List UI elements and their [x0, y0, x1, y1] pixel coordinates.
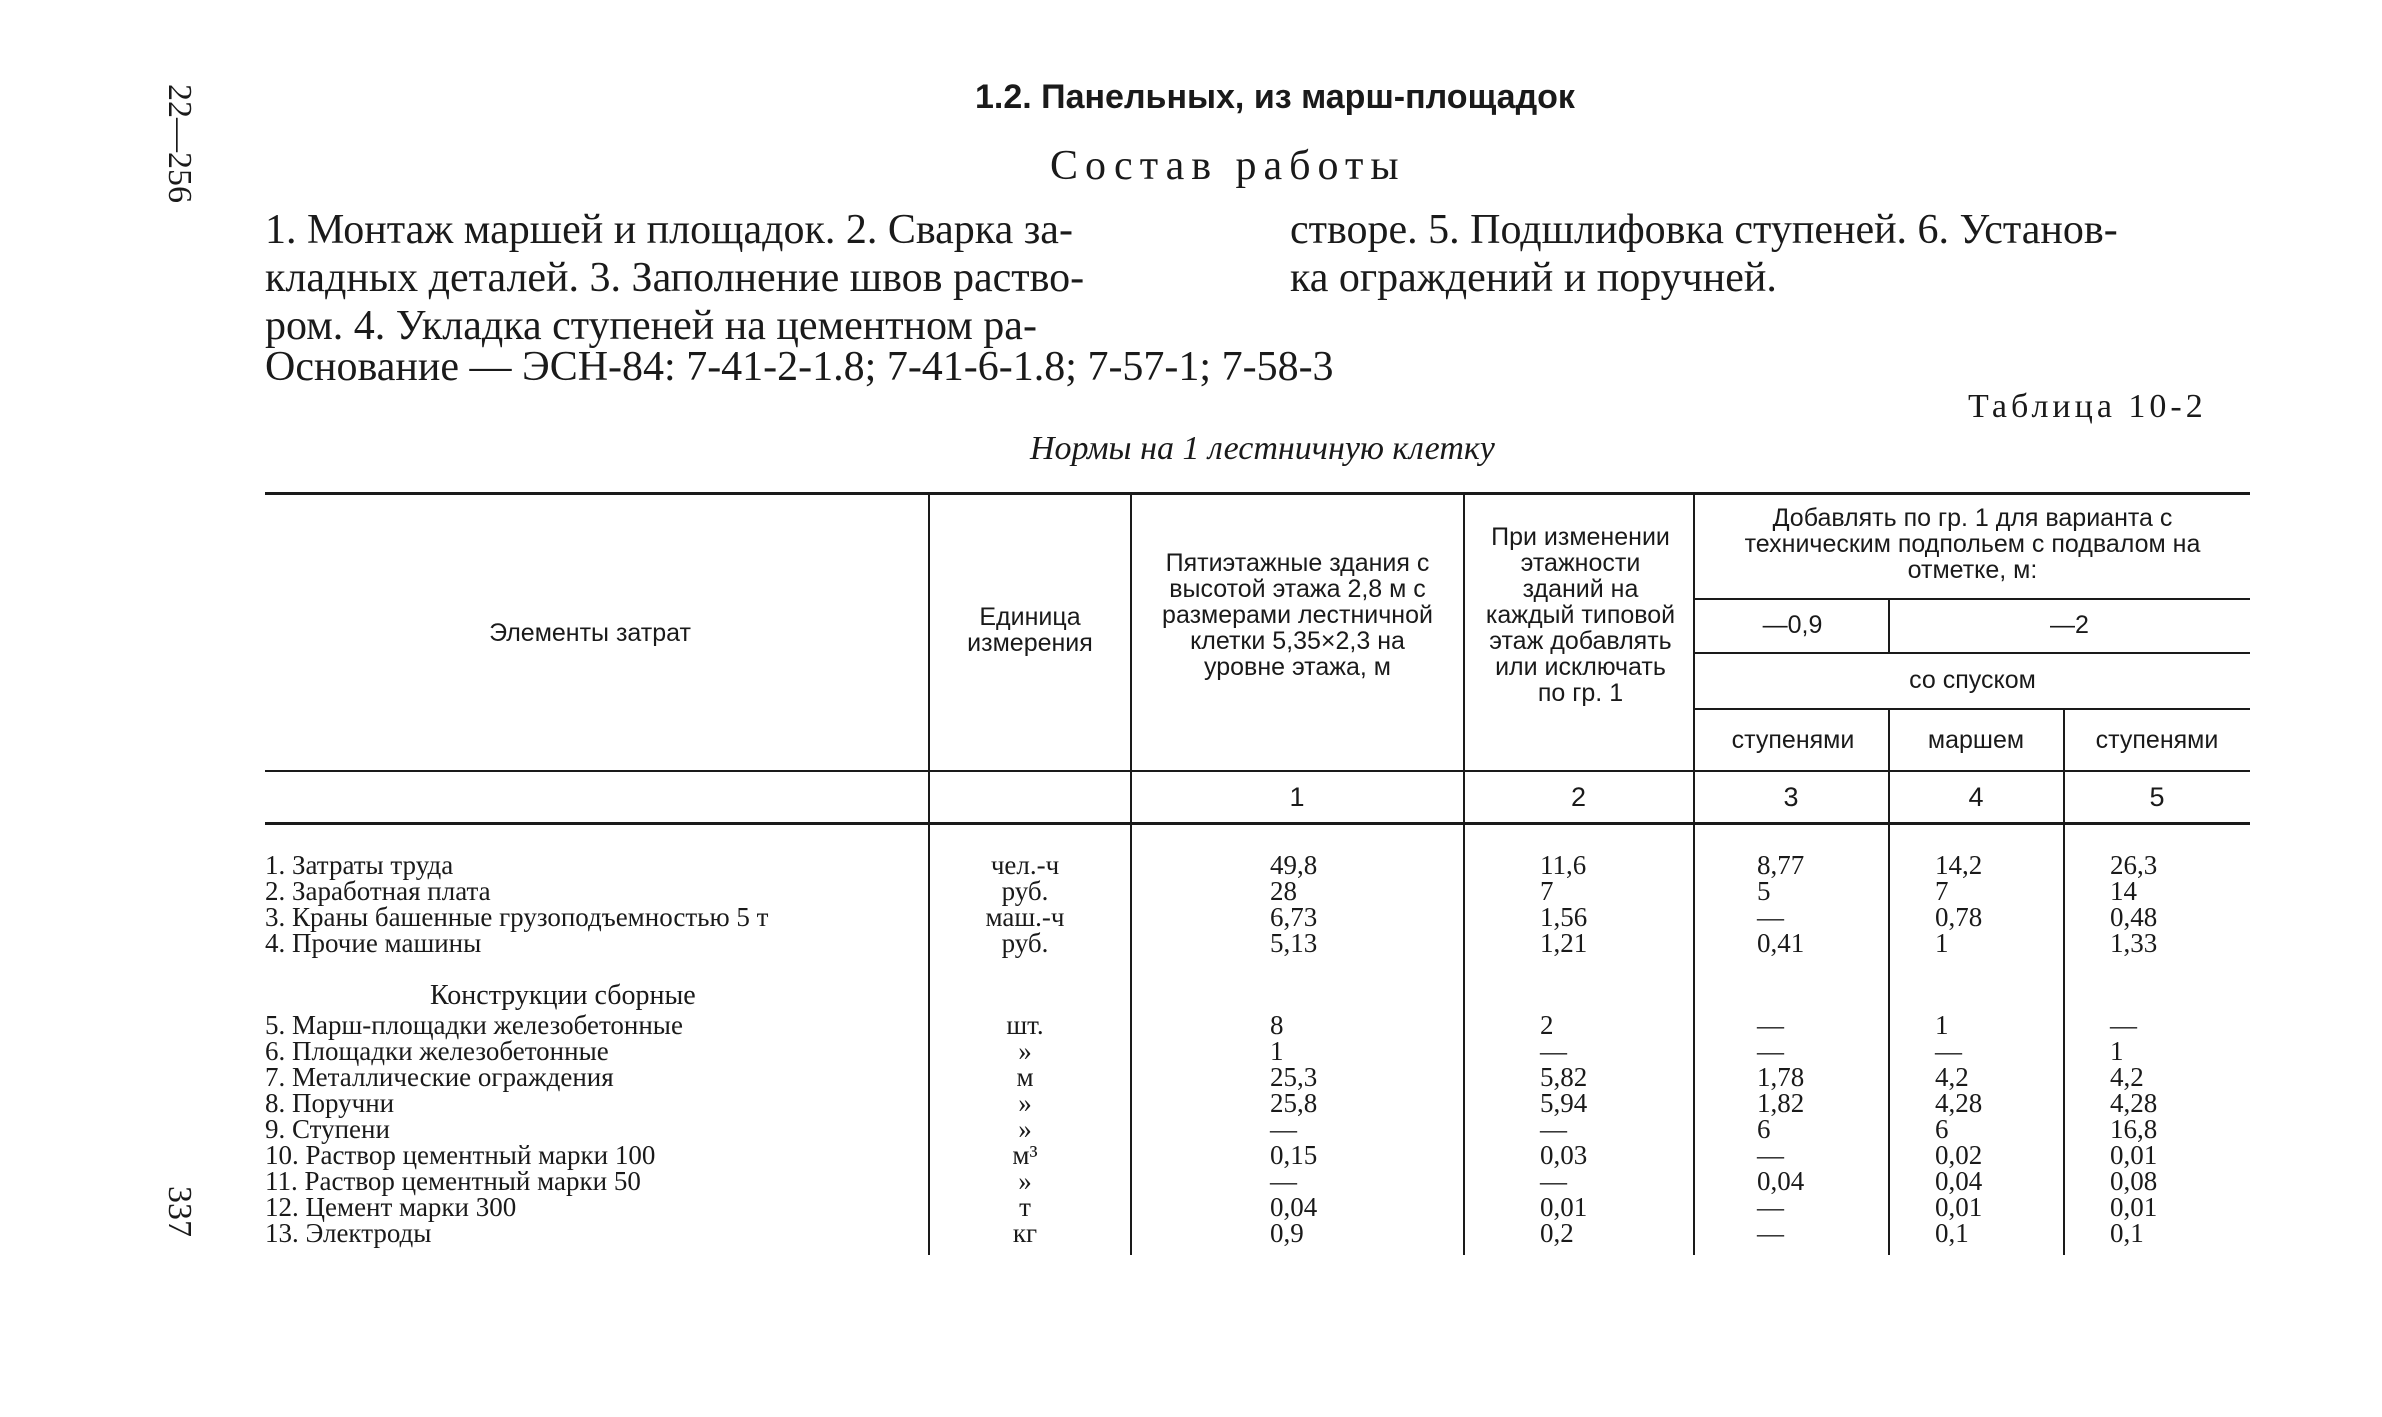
row-col1: 1 — [1270, 1036, 1284, 1066]
header-add: Добавлять по гр. 1 для варианта с техническим подпольем с подвалом на отметке, м: — [1744, 504, 2201, 584]
row-col2: 11,6 — [1540, 850, 1587, 880]
row-col2: 2 — [1540, 1010, 1554, 1040]
row-unit: » — [1018, 1036, 1032, 1066]
row-label: 2. Заработная плата — [265, 876, 491, 906]
row-unit: шт. — [1006, 1010, 1044, 1040]
header-col2: При изменении этажности зданий на каждый типовой этаж добавлять или исключать по гр. 1 — [1485, 523, 1676, 707]
row-unit: » — [1018, 1088, 1032, 1118]
row-col1: — — [1270, 1166, 1297, 1196]
header-unit: Единица измерения — [967, 603, 1093, 657]
row-label: 8. Поручни — [265, 1088, 395, 1118]
row-col4: 4,28 — [1935, 1088, 1983, 1118]
work-text-left: 1. Монтаж маршей и площадок. 2. Сварка за- кладных деталей. 3. Заполнение швов раство- ром. 4. Укладка ступеней на цементном ра- — [265, 207, 1085, 349]
margin-page-code: 22—256 — [161, 84, 198, 203]
column-number-2: 2 — [1570, 782, 1587, 812]
row-col2: 0,2 — [1540, 1218, 1574, 1248]
row-col3: — — [1757, 1192, 1784, 1222]
descent-divider-rule — [1695, 708, 2250, 710]
row-col4: 1 — [1935, 928, 1949, 958]
add-divider-rule — [1695, 598, 2250, 600]
row-col3: — — [1757, 902, 1784, 932]
table-row — [0, 852, 2382, 878]
group-title: Конструкции сборные — [430, 980, 696, 1011]
row-unit: » — [1018, 1114, 1032, 1144]
work-heading: Состав работы — [1050, 143, 1406, 189]
header-col1: Пятиэтажные здания с высотой этажа 2,8 м с размерами лестничной клетки 5,35×2,3 на уровне этажа, м — [1162, 549, 1433, 681]
row-col1: 5,13 — [1270, 928, 1318, 958]
row-col5: 1,33 — [2110, 928, 2158, 958]
column-number-3: 3 — [1783, 782, 1799, 812]
row-label: 6. Площадки железобетонные — [265, 1036, 609, 1066]
row-col4: 0,04 — [1935, 1166, 1983, 1196]
table-number: Таблица 10-2 — [1968, 388, 2207, 425]
row-col3: 5 — [1757, 876, 1771, 906]
row-unit: т — [1019, 1192, 1031, 1222]
basis-line: Основание — ЭСН-84: 7-41-2-1.8; 7-41-6-1.8; 7-57-1; 7-58-3 — [265, 344, 1334, 390]
work-text-right: створе. 5. Подшлифовка ступеней. 6. Установ- ка ограждений и поручней. — [1290, 207, 2118, 301]
row-col2: 1,56 — [1540, 902, 1588, 932]
column-number-1: 1 — [1289, 782, 1305, 812]
row-col1: 0,04 — [1270, 1192, 1318, 1222]
row-label: 12. Цемент марки 300 — [265, 1192, 517, 1222]
row-col1: 25,3 — [1270, 1062, 1318, 1092]
row-col3: 1,78 — [1757, 1062, 1805, 1092]
row-col5: 14 — [2110, 876, 2137, 906]
section-title: 1.2. Панельных, из марш-площадок — [975, 78, 1575, 116]
row-label: 3. Краны башенные грузоподъемностью 5 т — [265, 902, 769, 932]
row-col3: — — [1757, 1140, 1784, 1170]
row-col3: 8,77 — [1757, 850, 1805, 880]
row-col5: 4,28 — [2110, 1088, 2158, 1118]
table-row — [0, 1090, 2382, 1116]
row-col2: — — [1540, 1036, 1567, 1066]
row-col4: 14,2 — [1935, 850, 1983, 880]
table-row — [0, 1194, 2382, 1220]
row-col2: — — [1540, 1166, 1567, 1196]
row-col2: 0,01 — [1540, 1192, 1588, 1222]
table-row — [0, 1012, 2382, 1038]
row-label: 7. Металлические ограждения — [265, 1062, 614, 1092]
row-col4: 7 — [1935, 876, 1949, 906]
row-label: 11. Раствор цементный марки 50 — [265, 1166, 641, 1196]
row-unit: руб. — [1001, 928, 1049, 958]
header-elements: Элементы затрат — [489, 619, 691, 647]
header-descent: со спуском — [1909, 666, 2036, 694]
header-bottom-rule — [265, 770, 2250, 772]
row-col4: 0,02 — [1935, 1140, 1983, 1170]
row-col1: 25,8 — [1270, 1088, 1318, 1118]
row-unit: руб. — [1001, 876, 1049, 906]
row-label: 9. Ступени — [265, 1114, 390, 1144]
row-col5: 1 — [2110, 1036, 2124, 1066]
row-col5: — — [2110, 1010, 2137, 1040]
row-col5: 0,01 — [2110, 1140, 2158, 1170]
row-col3: — — [1757, 1036, 1784, 1066]
row-unit: м — [1016, 1062, 1034, 1092]
header-minus-2: —2 — [2050, 611, 2089, 639]
table-caption: Нормы на 1 лестничную клетку — [1030, 430, 1495, 467]
row-col5: 16,8 — [2110, 1114, 2158, 1144]
row-col2: — — [1540, 1114, 1567, 1144]
column-number-4: 4 — [1968, 782, 1984, 812]
column-number-rule — [265, 822, 2250, 825]
row-col2: 0,03 — [1540, 1140, 1588, 1170]
row-col1: 49,8 — [1270, 850, 1318, 880]
header-flight: маршем — [1927, 726, 2025, 754]
row-col5: 0,08 — [2110, 1166, 2158, 1196]
header-steps-a: ступенями — [1731, 726, 1855, 754]
row-label: 4. Прочие машины — [265, 928, 482, 958]
table-row — [0, 1038, 2382, 1064]
row-col5: 4,2 — [2110, 1062, 2144, 1092]
table-row — [0, 1142, 2382, 1168]
row-col1: 28 — [1270, 876, 1297, 906]
row-unit: » — [1018, 1166, 1032, 1196]
row-col1: 0,9 — [1270, 1218, 1304, 1248]
header-minus-0-9: —0,9 — [1762, 611, 1823, 639]
row-unit: кг — [1012, 1218, 1038, 1248]
table-row — [0, 1064, 2382, 1090]
row-label: 13. Электроды — [265, 1218, 432, 1248]
row-unit: чел.-ч — [990, 850, 1060, 880]
row-col2: 5,82 — [1540, 1062, 1588, 1092]
row-col5: 0,01 — [2110, 1192, 2158, 1222]
row-label: 1. Затраты труда — [265, 850, 454, 880]
row-col1: 6,73 — [1270, 902, 1318, 932]
table-row — [0, 930, 2382, 956]
row-col2: 1,21 — [1540, 928, 1588, 958]
row-col4: — — [1935, 1036, 1962, 1066]
row-col5: 26,3 — [2110, 850, 2158, 880]
col4-rule — [1888, 600, 1890, 652]
row-col3: 1,82 — [1757, 1088, 1805, 1118]
column-number-5: 5 — [2149, 782, 2165, 812]
header-steps-b: ступенями — [2095, 726, 2219, 754]
table-row — [0, 1168, 2382, 1194]
row-col4: 0,1 — [1935, 1218, 1969, 1248]
row-col4: 6 — [1935, 1114, 1949, 1144]
row-col1: — — [1270, 1114, 1297, 1144]
row-col3: 6 — [1757, 1114, 1771, 1144]
table-top-rule — [265, 492, 2250, 495]
row-col5: 0,1 — [2110, 1218, 2144, 1248]
row-col4: 0,78 — [1935, 902, 1983, 932]
row-col3: 0,04 — [1757, 1166, 1805, 1196]
row-col1: 0,15 — [1270, 1140, 1318, 1170]
row-col3: — — [1757, 1010, 1784, 1040]
depth-divider-rule — [1695, 652, 2250, 654]
margin-page-number: 337 — [161, 1186, 198, 1237]
table-row — [0, 904, 2382, 930]
row-label: 5. Марш-площадки железобетонные — [265, 1010, 683, 1040]
row-col5: 0,48 — [2110, 902, 2158, 932]
row-label: 10. Раствор цементный марки 100 — [265, 1140, 656, 1170]
row-col2: 7 — [1540, 876, 1554, 906]
row-col2: 5,94 — [1540, 1088, 1588, 1118]
table-row — [0, 1220, 2382, 1246]
row-col3: 0,41 — [1757, 928, 1805, 958]
row-unit: маш.-ч — [985, 902, 1065, 932]
table-row — [0, 878, 2382, 904]
row-col3: — — [1757, 1218, 1784, 1248]
row-col4: 1 — [1935, 1010, 1949, 1040]
table-row — [0, 1116, 2382, 1142]
row-col4: 0,01 — [1935, 1192, 1983, 1222]
row-col1: 8 — [1270, 1010, 1284, 1040]
row-unit: м³ — [1012, 1140, 1038, 1170]
row-col4: 4,2 — [1935, 1062, 1969, 1092]
